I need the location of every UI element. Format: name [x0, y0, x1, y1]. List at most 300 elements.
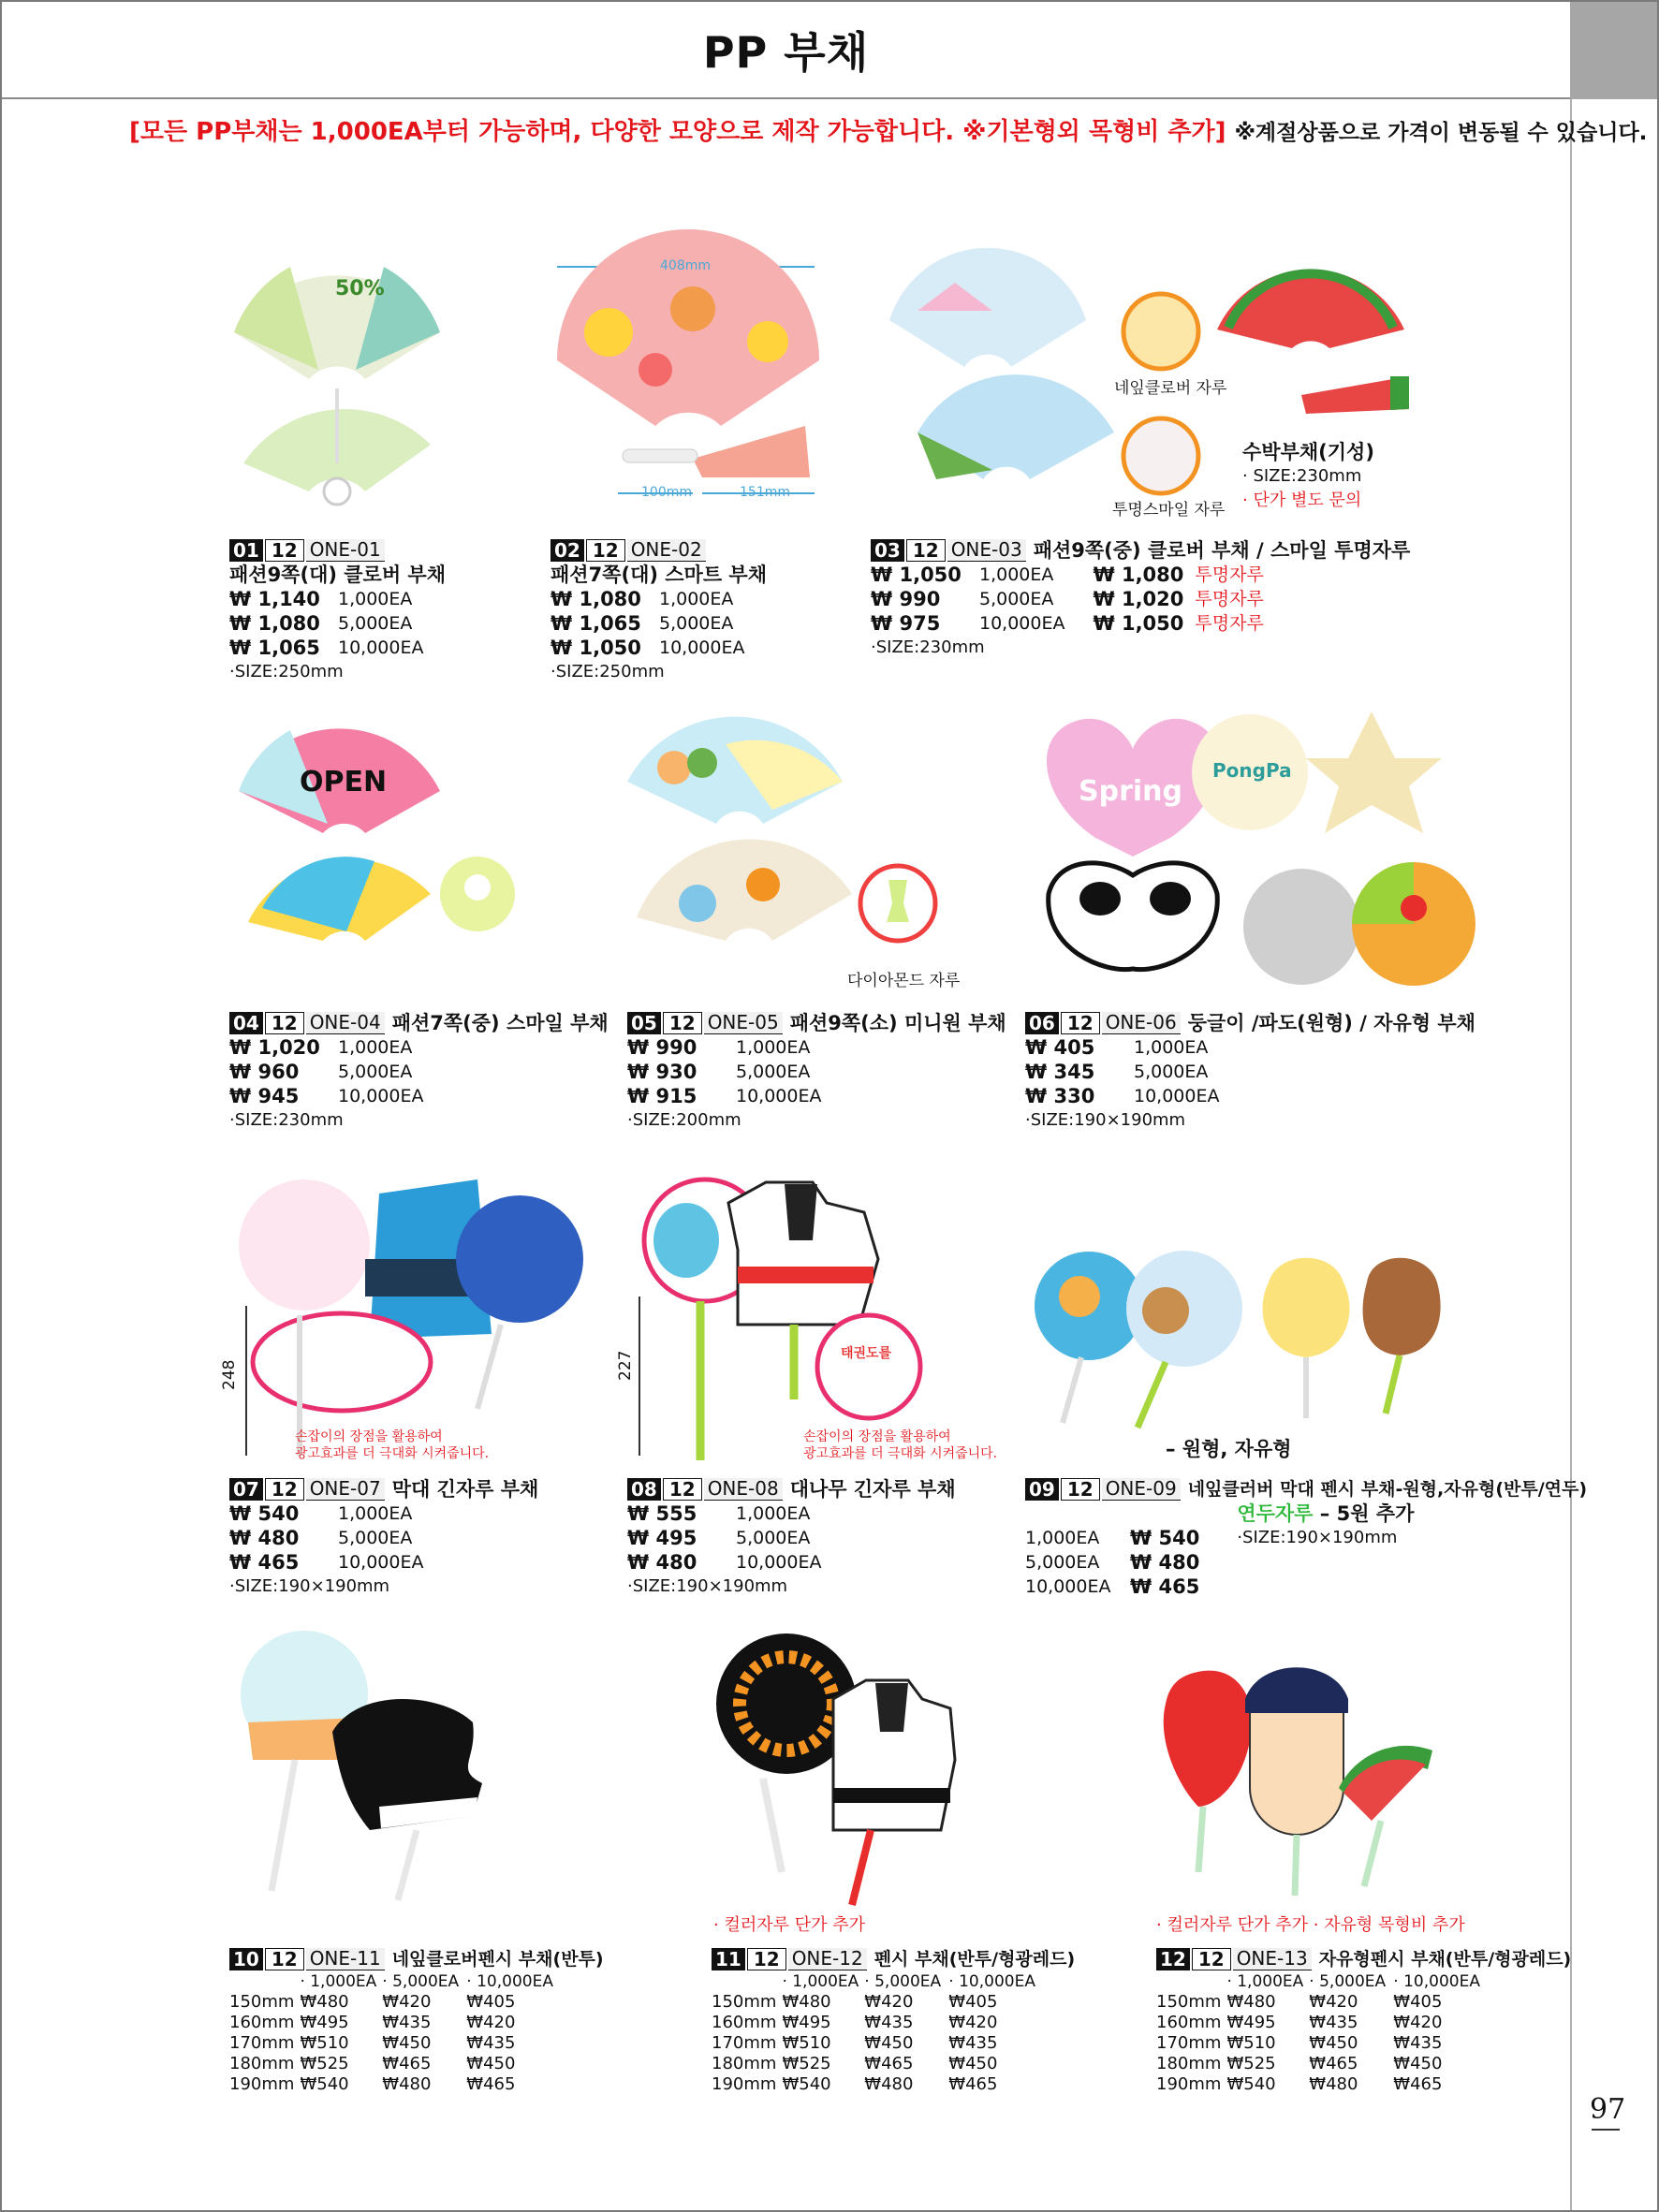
product-size: ·SIZE:190×190mm — [229, 1576, 390, 1596]
product-name: 자유형펜시 부채(반투/형광레드) — [1318, 1949, 1572, 1970]
price-qty: 10,000EA — [1134, 1086, 1220, 1106]
corner-tab — [1570, 2, 1657, 99]
price: ₩ 990 — [627, 1036, 697, 1059]
table-cell: ₩420 — [1309, 1992, 1358, 2012]
price-qty: 1,000EA — [338, 1037, 413, 1058]
product-code — [1025, 1477, 1587, 1502]
product-model: ONE-08 — [704, 1478, 783, 1501]
col-header: · 1,000EA — [782, 1972, 859, 1991]
product-qty: 12 — [663, 1012, 702, 1034]
col-header: · 10,000EA — [1393, 1972, 1480, 1991]
price-qty: 10,000EA — [338, 1552, 424, 1573]
product-no: 07 — [229, 1478, 263, 1501]
alt-price: ₩ 1,020 — [1093, 588, 1184, 610]
product-no: 03 — [871, 539, 904, 562]
table-cell: 150mm — [229, 1992, 295, 2012]
price-qty: 1,000EA — [338, 589, 413, 609]
price-row — [1025, 1575, 1199, 1599]
product-model: ONE-02 — [627, 539, 706, 562]
col-header: · 10,000EA — [948, 1972, 1035, 1991]
alt-price-row — [1093, 587, 1263, 611]
price: ₩ 480 — [229, 1527, 300, 1549]
product-qty: 12 — [1061, 1478, 1100, 1501]
price: ₩ 1,065 — [229, 637, 320, 659]
extra-charge — [1237, 1502, 1414, 1526]
price-row — [871, 587, 1064, 611]
table-cell: ₩495 — [782, 2013, 831, 2032]
table-cell: ₩540 — [782, 2074, 831, 2094]
table-cell: ₩405 — [948, 1992, 998, 2012]
p7-caption-1: 손잡이의 장점을 활용하여 — [295, 1429, 443, 1444]
table-row — [229, 2074, 559, 2095]
fan-image-06 — [1020, 707, 1461, 992]
product-05 — [627, 1011, 1006, 1133]
price-qty: 10,000EA — [338, 637, 424, 658]
table-cell: ₩435 — [948, 2033, 998, 2053]
product-name: 네잎클러버 막대 펜시 부채-원형,자유형(반투/연두) — [1187, 1479, 1588, 1500]
product-02 — [551, 538, 767, 684]
price-qty: 10,000EA — [659, 637, 745, 658]
price-qty: 5,000EA — [338, 1062, 413, 1082]
price: ₩ 1,050 — [551, 637, 641, 659]
margin-rule — [1570, 99, 1572, 2210]
fan-image-02 — [552, 257, 824, 501]
product-name: 네잎클로버펜시 부채(반투) — [391, 1949, 604, 1970]
price-row — [551, 587, 767, 611]
price: ₩ 465 — [1130, 1575, 1200, 1598]
product-size: ·SIZE:190×190mm — [627, 1576, 788, 1596]
p9-shape-label: – 원형, 자유형 — [1166, 1438, 1292, 1460]
price-qty: 10,000EA — [1025, 1576, 1111, 1597]
table-cell: ₩495 — [300, 2013, 349, 2032]
fan-image-04 — [234, 721, 524, 964]
product-no: 01 — [229, 539, 263, 562]
table-cell: ₩510 — [1226, 2033, 1276, 2053]
product-name: 막대 긴자루 부채 — [391, 1478, 539, 1501]
table-cell: ₩510 — [782, 2033, 831, 2053]
table-cell: ₩465 — [948, 2074, 998, 2094]
price: ₩ 345 — [1025, 1061, 1095, 1083]
watermelon-size: · SIZE:230mm — [1242, 466, 1362, 486]
product-qty: 12 — [265, 1012, 304, 1034]
table-cell: ₩480 — [1309, 2074, 1358, 2094]
table-row — [229, 2054, 559, 2074]
price-row — [1025, 1550, 1199, 1575]
price: ₩ 1,080 — [229, 612, 320, 635]
price-qty: 5,000EA — [736, 1528, 811, 1548]
product-no: 05 — [627, 1012, 661, 1034]
price-row — [229, 1550, 538, 1575]
dim-100-label: 100mm — [641, 485, 692, 500]
product-no: 02 — [551, 539, 584, 562]
col-header: · 10,000EA — [466, 1972, 553, 1991]
price-qty: 5,000EA — [1025, 1552, 1100, 1573]
col-header: · 5,000EA — [382, 1972, 460, 1991]
price: ₩ 915 — [627, 1085, 697, 1107]
product-no: 09 — [1025, 1478, 1059, 1501]
product-qty: 12 — [663, 1478, 702, 1501]
table-cell: ₩480 — [1226, 1992, 1276, 2012]
table-cell: ₩450 — [382, 2033, 432, 2053]
price: ₩ 480 — [1130, 1551, 1200, 1574]
p11-color-note: · 컬러자루 단가 추가 — [713, 1915, 865, 1935]
table-cell: ₩450 — [1393, 2054, 1443, 2073]
col-header: · 1,000EA — [1226, 1972, 1304, 1991]
product-qty: 12 — [265, 1948, 304, 1970]
product-no: 06 — [1025, 1012, 1059, 1034]
alt-price-row — [1093, 563, 1263, 587]
table-cell: ₩450 — [864, 2033, 914, 2053]
height-227-label: 227 — [616, 1350, 635, 1381]
fan-text-pongpa: PongPa — [1212, 759, 1292, 782]
price-row — [1025, 1035, 1475, 1060]
fan-image-05 — [623, 716, 946, 974]
product-qty: 12 — [1192, 1948, 1231, 1970]
fan-text-spring: Spring — [1079, 775, 1182, 808]
price-qty: 1,000EA — [659, 589, 734, 609]
product-no: 12 — [1156, 1948, 1190, 1970]
product-code — [712, 1947, 1075, 1971]
p7-caption-2: 광고효과를 더 극대화 시켜줍니다. — [295, 1446, 490, 1461]
table-cell: ₩465 — [864, 2054, 914, 2073]
table-cell: ₩435 — [466, 2033, 516, 2053]
price-qty: 10,000EA — [736, 1552, 822, 1573]
table-cell: ₩435 — [1393, 2033, 1443, 2053]
product-no: 08 — [627, 1478, 661, 1501]
product-code — [229, 1477, 538, 1502]
alt-price-row — [1093, 611, 1263, 636]
price-qty: 1,000EA — [1025, 1528, 1100, 1548]
price-table — [712, 1971, 1041, 2095]
table-row — [712, 2013, 1041, 2033]
price: ₩ 330 — [1025, 1085, 1095, 1107]
table-row — [712, 2054, 1041, 2074]
fan-text-50: 50% — [335, 277, 385, 300]
page-title: PP 부채 — [702, 27, 870, 78]
product-model: ONE-07 — [306, 1478, 385, 1501]
product-08 — [627, 1477, 956, 1599]
product-model: ONE-09 — [1102, 1478, 1181, 1501]
table-cell: 190mm — [229, 2074, 295, 2094]
product-model: ONE-06 — [1102, 1012, 1181, 1034]
product-code — [229, 1947, 604, 1971]
table-cell: ₩450 — [466, 2054, 516, 2073]
table-cell: ₩435 — [382, 2013, 432, 2032]
price-qty: 5,000EA — [659, 613, 734, 634]
product-09 — [1025, 1477, 1587, 1599]
product-03 — [871, 538, 1410, 660]
p12-color-note: · 컬러자루 단가 추가 · 자유형 목형비 추가 — [1156, 1915, 1465, 1935]
price-row — [627, 1550, 956, 1575]
alt-price: ₩ 1,050 — [1093, 612, 1184, 635]
watermelon-title: 수박부채(기성) — [1242, 441, 1374, 463]
table-cell: ₩420 — [466, 2013, 516, 2032]
diamond-handle-label: 다이아몬드 자루 — [847, 972, 961, 990]
table-cell: ₩420 — [864, 1992, 914, 2012]
price-row — [229, 611, 446, 636]
table-cell: ₩525 — [782, 2054, 831, 2073]
price-row — [551, 611, 767, 636]
price: ₩ 1,020 — [229, 1036, 320, 1059]
price-qty: 1,000EA — [736, 1037, 811, 1058]
table-cell: 150mm — [712, 1992, 777, 2012]
fan-image-12 — [1156, 1648, 1437, 1900]
price-qty: 1,000EA — [1134, 1037, 1209, 1058]
alt-price-note: 투명자루 — [1195, 613, 1264, 634]
product-model: ONE-04 — [306, 1012, 385, 1034]
price-qty: 1,000EA — [338, 1503, 413, 1524]
price: ₩ 1,065 — [551, 612, 641, 635]
table-cell: 180mm — [712, 2054, 777, 2073]
table-row — [229, 2033, 559, 2054]
fan-image-10 — [229, 1629, 501, 1900]
price: ₩ 1,080 — [551, 588, 641, 610]
table-cell: 190mm — [712, 2074, 777, 2094]
product-model: ONE-03 — [947, 539, 1026, 562]
price-row — [229, 587, 446, 611]
notice-line — [129, 112, 1647, 147]
product-code — [627, 1011, 1006, 1035]
price-row — [551, 636, 767, 660]
product-size: ·SIZE:250mm — [229, 662, 344, 681]
product-size: ·SIZE:190×190mm — [1025, 1110, 1186, 1130]
price: ₩ 540 — [229, 1502, 300, 1525]
table-cell: ₩540 — [1226, 2074, 1276, 2094]
table-cell: ₩435 — [1309, 2013, 1358, 2032]
price: ₩ 495 — [627, 1527, 697, 1549]
price: ₩ 990 — [871, 588, 941, 610]
table-row — [712, 2033, 1041, 2054]
product-name: 패션9쪽(중) 클로버 부채 / 스마일 투명자루 — [1033, 539, 1411, 562]
price: ₩ 555 — [627, 1502, 697, 1525]
table-cell: ₩405 — [1393, 1992, 1443, 2012]
table-cell: ₩480 — [782, 1992, 831, 2012]
price-row — [871, 563, 1064, 587]
extra-rest: – 5원 추가 — [1313, 1502, 1415, 1525]
price-row — [627, 1084, 1006, 1108]
table-row — [1156, 2013, 1486, 2033]
product-name: 패션9쪽(대) 클로버 부채 — [229, 564, 447, 586]
price-row — [1025, 1060, 1475, 1084]
p8-caption-2: 광고효과를 더 극대화 시켜줍니다. — [803, 1446, 998, 1461]
product-code — [627, 1477, 956, 1502]
price-qty: 5,000EA — [338, 1528, 413, 1548]
price-qty: 1,000EA — [736, 1503, 811, 1524]
product-name: 펜시 부채(반투/형광레드) — [874, 1949, 1076, 1970]
product-size: ·SIZE:200mm — [627, 1110, 741, 1130]
table-row — [712, 2074, 1041, 2095]
price-row — [1025, 1526, 1199, 1550]
product-06 — [1025, 1011, 1475, 1133]
table-row — [229, 2013, 559, 2033]
alt-price: ₩ 1,080 — [1093, 564, 1184, 586]
price-row — [229, 1084, 609, 1108]
table-row — [1156, 2074, 1486, 2095]
watermelon-note: · 단가 별도 문의 — [1242, 491, 1362, 510]
page-number-rule — [1592, 2129, 1620, 2131]
product-qty: 12 — [906, 539, 946, 562]
table-cell: ₩495 — [1226, 2013, 1276, 2032]
product-code — [551, 538, 767, 563]
price-row — [229, 1060, 609, 1084]
product-11 — [712, 1947, 1075, 2095]
product-qty: 12 — [1061, 1012, 1100, 1034]
product-model: ONE-01 — [306, 539, 385, 562]
table-cell: ₩540 — [300, 2074, 349, 2094]
price: ₩ 1,140 — [229, 588, 320, 610]
price: ₩ 975 — [871, 612, 941, 635]
product-code — [229, 1011, 609, 1035]
product-model: ONE-11 — [306, 1948, 385, 1970]
price-qty: 1,000EA — [979, 564, 1054, 585]
table-cell: ₩525 — [1226, 2054, 1276, 2073]
product-04 — [229, 1011, 609, 1133]
product-name: 패션7쪽(중) 스마일 부채 — [391, 1012, 609, 1034]
price-row — [1025, 1084, 1475, 1108]
table-cell: 160mm — [1156, 2013, 1222, 2032]
product-qty: 12 — [265, 539, 304, 562]
price-table — [1156, 1971, 1486, 2095]
price: ₩ 1,050 — [871, 564, 962, 586]
col-header: · 1,000EA — [300, 1972, 377, 1991]
col-header: · 5,000EA — [1309, 1972, 1387, 1991]
price: ₩ 930 — [627, 1061, 697, 1083]
price-row — [229, 1035, 609, 1060]
table-cell: ₩420 — [948, 2013, 998, 2032]
table-cell: ₩435 — [864, 2013, 914, 2032]
price: ₩ 465 — [229, 1551, 300, 1574]
product-10 — [229, 1947, 604, 2095]
table-cell: ₩450 — [1309, 2033, 1358, 2053]
fan-image-09 — [1025, 1245, 1446, 1432]
price: ₩ 480 — [627, 1551, 697, 1574]
product-size: ·SIZE:190×190mm — [1237, 1528, 1398, 1547]
price-row — [627, 1060, 1006, 1084]
product-size: ·SIZE:250mm — [551, 662, 665, 681]
product-no: 11 — [712, 1948, 745, 1970]
product-qty: 12 — [265, 1478, 304, 1501]
table-cell: ₩420 — [382, 1992, 432, 2012]
price: ₩ 540 — [1130, 1527, 1200, 1549]
price-qty: 10,000EA — [338, 1086, 424, 1106]
product-name: 패션7쪽(대) 스마트 부채 — [551, 564, 768, 586]
table-row — [1156, 2054, 1486, 2074]
price-row — [229, 1502, 538, 1526]
product-qty: 12 — [586, 539, 625, 562]
fan-text-taekwondo: 태권도를 — [841, 1346, 892, 1361]
table-cell: ₩465 — [382, 2054, 432, 2073]
price-qty: 5,000EA — [1134, 1062, 1209, 1082]
table-row — [1156, 2033, 1486, 2054]
product-name: 둥글이 /파도(원형) / 자유형 부채 — [1187, 1012, 1475, 1034]
table-cell: 180mm — [1156, 2054, 1222, 2073]
price-row — [627, 1035, 1006, 1060]
price-row — [627, 1502, 956, 1526]
table-cell: ₩465 — [466, 2074, 516, 2094]
table-cell: ₩480 — [300, 1992, 349, 2012]
alt-price-note: 투명자루 — [1195, 589, 1264, 609]
table-cell: ₩405 — [466, 1992, 516, 2012]
table-cell: 190mm — [1156, 2074, 1222, 2094]
table-cell: ₩450 — [948, 2054, 998, 2073]
fan-text-open: OPEN — [300, 766, 388, 798]
table-row — [712, 1992, 1041, 2013]
p8-caption-1: 손잡이의 장점을 활용하여 — [803, 1429, 951, 1444]
table-cell: ₩465 — [1393, 2074, 1443, 2094]
price: ₩ 945 — [229, 1085, 300, 1107]
table-cell: ₩480 — [382, 2074, 432, 2094]
extra-green: 연두자루 — [1237, 1502, 1314, 1525]
price-table — [229, 1971, 559, 2095]
price-qty: 5,000EA — [338, 613, 413, 634]
table-row — [1156, 1992, 1486, 2013]
product-01 — [229, 538, 446, 684]
table-cell: 160mm — [229, 2013, 295, 2032]
table-cell: 170mm — [712, 2033, 777, 2053]
product-code — [229, 538, 446, 563]
product-code — [1025, 1011, 1475, 1035]
table-cell: ₩510 — [300, 2033, 349, 2053]
product-12 — [1156, 1947, 1571, 2095]
product-model: ONE-12 — [788, 1948, 867, 1970]
notice-black: ※계절상품으로 가격이 변동될 수 있습니다. — [1234, 121, 1648, 145]
product-model: ONE-05 — [704, 1012, 783, 1034]
table-cell: ₩465 — [1309, 2054, 1358, 2073]
table-cell: 180mm — [229, 2054, 295, 2073]
table-cell: 170mm — [229, 2033, 295, 2053]
height-248-label: 248 — [220, 1359, 239, 1390]
product-size: ·SIZE:230mm — [871, 637, 985, 657]
table-cell: ₩420 — [1393, 2013, 1443, 2032]
watermelon-info — [1242, 440, 1374, 513]
table-cell: 160mm — [712, 2013, 777, 2032]
fan-image-01 — [225, 239, 449, 510]
price-row — [229, 636, 446, 660]
col-header: · 5,000EA — [864, 1972, 942, 1991]
price-qty: 10,000EA — [979, 613, 1065, 634]
price-row — [871, 611, 1064, 636]
title-bar — [2, 2, 1570, 99]
smile-handle-label: 투명스마일 자루 — [1112, 501, 1226, 520]
dim-151-label: 151mm — [740, 485, 790, 500]
table-cell: ₩525 — [300, 2054, 349, 2073]
notice-red: [모든 PP부채는 1,000EA부터 가능하며, 다양한 모양으로 제작 가능합니다. ※기본형외 목형비 추가] — [129, 118, 1226, 146]
product-model: ONE-13 — [1233, 1948, 1312, 1970]
page-number: 97 — [1590, 2093, 1626, 2126]
price-row — [229, 1526, 538, 1550]
product-no: 10 — [229, 1948, 263, 1970]
price-qty: 5,000EA — [736, 1062, 811, 1082]
table-cell: 150mm — [1156, 1992, 1222, 2012]
product-code — [1156, 1947, 1571, 1971]
table-row — [229, 1992, 559, 2013]
fan-image-11 — [712, 1629, 969, 1910]
alt-price-note: 투명자루 — [1195, 564, 1264, 585]
product-name: 패션9쪽(소) 미니원 부채 — [789, 1012, 1006, 1034]
table-cell: ₩480 — [864, 2074, 914, 2094]
product-07 — [229, 1477, 538, 1599]
product-no: 04 — [229, 1012, 263, 1034]
product-qty: 12 — [747, 1948, 786, 1970]
price-qty: 10,000EA — [736, 1086, 822, 1106]
product-code — [871, 538, 1410, 563]
product-size: ·SIZE:230mm — [229, 1110, 344, 1130]
product-name: 대나무 긴자루 부채 — [789, 1478, 956, 1501]
price: ₩ 960 — [229, 1061, 300, 1083]
price-row — [627, 1526, 956, 1550]
table-cell: 170mm — [1156, 2033, 1222, 2053]
dim-408-label: 408mm — [660, 258, 711, 273]
